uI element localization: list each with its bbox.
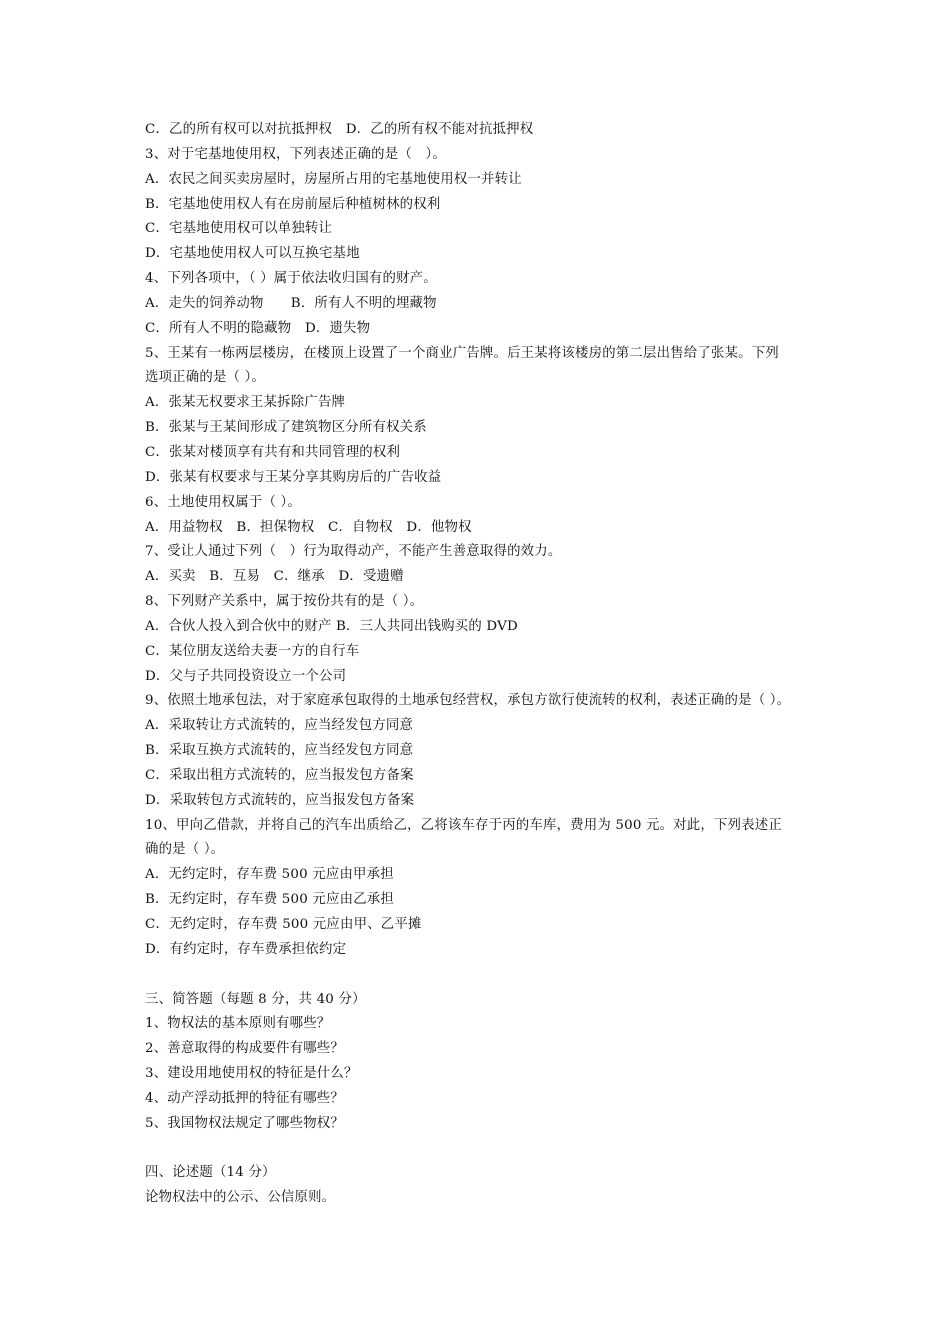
option-line: C．采取出租方式流转的，应当报发包方备案 [145, 767, 414, 783]
short-answer-item: 3、建设用地使用权的特征是什么？ [145, 1066, 358, 1082]
option-line: C．乙的所有权可以对抗抵押权 D．乙的所有权不能对抗抵押权 [145, 122, 534, 137]
document-content [145, 118, 815, 1211]
option-line: A．走失的饲养动物 B．所有人不明的埋藏物 [145, 295, 437, 311]
question-7: 7、受让人通过下列（ ）行为取得动产，不能产生善意取得的效力。 [145, 544, 562, 560]
question-8: 8、下列财产关系中，属于按份共有的是（ ）。 [145, 594, 424, 610]
question-5: 5、王某有一栋两层楼房，在楼顶上设置了一个商业广告牌。后王某将该楼房的第二层出售给了张某。下列 [145, 345, 779, 361]
option-line: C．所有人不明的隐藏物 D．遗失物 [145, 320, 371, 336]
question-4: 4、下列各项中，（ ）属于依法收归国有的财产。 [145, 271, 437, 287]
option-line: B．无约定时，存车费 500 元应由乙承担 [145, 892, 394, 908]
option-line: D．宅基地使用权人可以互换宅基地 [145, 246, 360, 262]
short-answer-item: 2、善意取得的构成要件有哪些？ [145, 1041, 344, 1057]
option-line: A．用益物权 B．担保物权 C．自物权 D．他物权 [145, 519, 472, 535]
option-line: B．张某与王某间形成了建筑物区分所有权关系 [145, 420, 427, 436]
question-5-continued: 选项正确的是（ ）。 [145, 370, 266, 386]
option-line: A．买卖 B．互易 C．继承 D．受遗赠 [145, 569, 404, 585]
question-6: 6、土地使用权属于（ ）。 [145, 494, 301, 510]
option-line: D．采取转包方式流转的，应当报发包方备案 [145, 792, 415, 808]
option-line: A．无约定时，存车费 500 元应由甲承担 [145, 867, 394, 883]
short-answer-item: 1、物权法的基本原则有哪些？ [145, 1016, 331, 1032]
option-line: A．合伙人投入到合伙中的财产 B．三人共同出钱购买的 DVD [145, 618, 518, 634]
option-line: B．宅基地使用权人有在房前屋后种植树林的权利 [145, 196, 441, 212]
option-line: D．父与子共同投资设立一个公司 [145, 668, 347, 684]
option-line: B．采取互换方式流转的，应当经发包方同意 [145, 743, 414, 759]
question-9: 9、依照土地承包法，对于家庭承包取得的土地承包经营权，承包方欲行使流转的权利，表述正确的是（ ）。 [145, 693, 791, 709]
question-10-continued: 确的是（ ）。 [145, 842, 225, 858]
option-line: A．农民之间买卖房屋时，房屋所占用的宅基地使用权一并转让 [145, 171, 522, 187]
section-3-heading: 三、简答题（每题 8 分，共 40 分） [145, 991, 366, 1007]
option-line: C．宅基地使用权可以单独转让 [145, 221, 333, 237]
short-answer-item: 5、我国物权法规定了哪些物权？ [145, 1115, 344, 1131]
option-line: C．某位朋友送给夫妻一方的自行车 [145, 643, 360, 659]
question-10: 10、甲向乙借款，并将自己的汽车出质给乙，乙将该车存于丙的车库，费用为 500 元。对此，下列表述正 [145, 817, 782, 833]
option-line: D．有约定时，存车费承担依约定 [145, 941, 347, 957]
question-3: 3、对于宅基地使用权，下列表述正确的是（ ）。 [145, 146, 447, 162]
option-line: C．张某对楼顶享有共有和共同管理的权利 [145, 444, 401, 460]
short-answer-item: 4、动产浮动抵押的特征有哪些？ [145, 1090, 344, 1106]
section-4-heading: 四、论述题（14 分） [145, 1165, 276, 1181]
option-line: D．张某有权要求与王某分享其购房后的广告收益 [145, 469, 442, 485]
essay-prompt: 论物权法中的公示、公信原则。 [145, 1190, 336, 1206]
option-line: A．采取转让方式流转的，应当经发包方同意 [145, 718, 414, 734]
section-spacer [145, 1137, 815, 1162]
section-spacer [145, 963, 815, 988]
option-line: A．张某无权要求王某拆除广告牌 [145, 395, 346, 411]
option-line: C．无约定时，存车费 500 元应由甲、乙平摊 [145, 917, 422, 932]
